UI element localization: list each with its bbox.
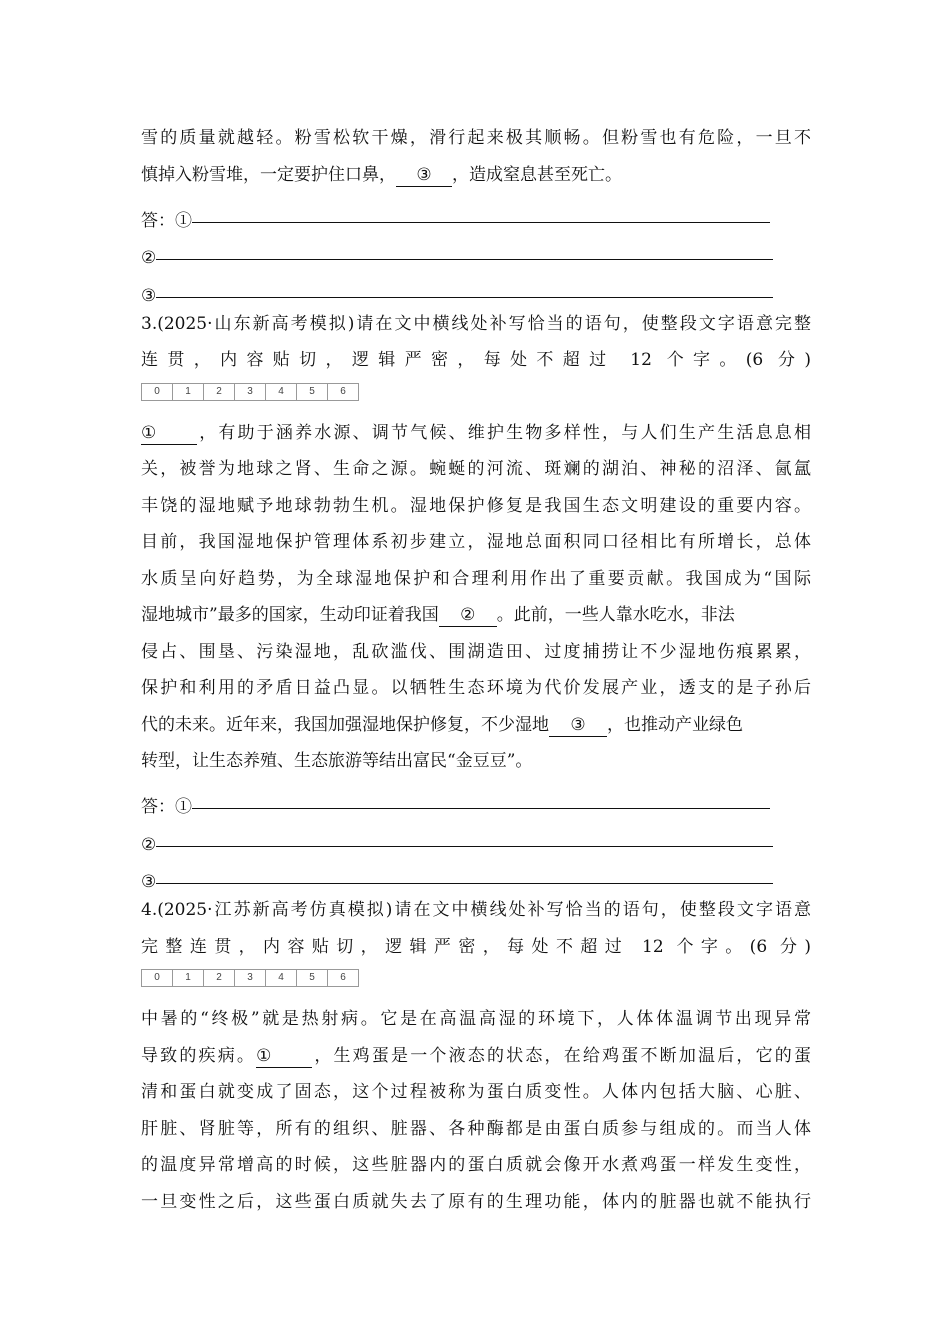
score-cell: 5 xyxy=(296,383,327,401)
score-cell: 1 xyxy=(172,969,203,987)
score-cell: 5 xyxy=(296,969,327,987)
answer-line-2: ② xyxy=(141,817,811,855)
fill-blank-3: ③ xyxy=(396,164,452,187)
question-3-requirement: 连贯，内容贴切，逻辑严密，每处不超过 12 个字。(6 分) xyxy=(141,350,811,370)
passage-line: 关，被誉为地球之肾、生命之源。蜿蜒的河流、斑斓的湖泊、神秘的沼泽、氤氲 xyxy=(141,459,811,479)
intro-line: 慎掉入粉雪堆，一定要护住口鼻， ③ ，造成窒息甚至死亡。 xyxy=(141,164,622,185)
score-cell: 0 xyxy=(141,383,172,401)
passage-line: 中暑的“终极”就是热射病。它是在高温高湿的环境下，人体体温调节出现异常 xyxy=(141,1009,811,1029)
fill-blank-1: ① xyxy=(256,1045,312,1068)
score-cell: 3 xyxy=(234,383,265,401)
passage-line: ① ，有助于涵养水源、调节气候、维护生物多样性，与人们生产生活息息相 xyxy=(141,422,811,443)
passage-line: 肝脏、肾脏等，所有的组织、脏器、各种酶都是由蛋白质参与组成的。而当人体 xyxy=(141,1118,811,1139)
score-cell: 2 xyxy=(203,383,234,401)
score-cell: 1 xyxy=(172,383,203,401)
score-grid xyxy=(141,969,811,989)
score-cell: 6 xyxy=(327,969,359,987)
passage-line: 保护和利用的矛盾日益凸显。以牺牲生态环境为代价发展产业，透支的是子孙后 xyxy=(141,678,811,698)
passage-line: 目前，我国湿地保护管理体系初步建立，湿地总面积同口径相比有所增长，总体 xyxy=(141,532,811,552)
score-grid xyxy=(141,383,811,403)
answer-line-3: ③ xyxy=(141,268,811,306)
answer-line-1: 答：① xyxy=(141,780,811,818)
question-4-header: 4.(2025·江苏新高考仿真模拟)请在文中横线处补写恰当的语句，使整段文字语意 xyxy=(141,900,811,920)
passage-line: 导致的疾病。① ，生鸡蛋是一个液态的状态，在给鸡蛋不断加温后，它的蛋 xyxy=(141,1045,811,1066)
answer-line-1: 答：① xyxy=(141,193,811,231)
fill-blank-1: ① xyxy=(141,422,197,445)
passage-line: 代的未来。近年来，我国加强湿地保护修复，不少湿地 ③ ，也推动产业绿色 xyxy=(141,714,743,735)
passage-line: 的温度异常增高的时候，这些脏器内的蛋白质就会像开水煮鸡蛋一样发生变性， xyxy=(141,1155,811,1175)
passage-line: 清和蛋白就变成了固态，这个过程被称为蛋白质变性。人体内包括大脑、心脏、 xyxy=(141,1082,811,1102)
intro-line: 雪的质量就越轻。粉雪松软干燥，滑行起来极其顺畅。但粉雪也有危险，一旦不 xyxy=(141,128,811,148)
score-cell: 6 xyxy=(327,383,359,401)
document-page xyxy=(141,120,811,1220)
passage-line: 水质呈向好趋势，为全球湿地保护和合理利用作出了重要贡献。我国成为“国际 xyxy=(141,568,811,589)
score-cell: 2 xyxy=(203,969,234,987)
fill-blank-3: ③ xyxy=(549,714,607,737)
passage-line: 湿地城市”最多的国家，生动印证着我国 ② 。此前，一些人靠水吃水，非法 xyxy=(141,605,735,625)
answer-rule xyxy=(156,259,773,260)
passage-line: 一旦变性之后，这些蛋白质就失去了原有的生理功能，体内的脏器也就不能执行 xyxy=(141,1191,811,1212)
score-cell: 0 xyxy=(141,969,172,987)
answer-rule xyxy=(156,846,773,847)
question-3-header: 3.(2025·山东新高考模拟)请在文中横线处补写恰当的语句，使整段文字语意完整 xyxy=(141,313,811,334)
answer-rule xyxy=(192,222,770,223)
score-cell: 4 xyxy=(265,383,296,401)
question-4-requirement: 完整连贯，内容贴切，逻辑严密，每处不超过 12 个字。(6 分) xyxy=(141,936,811,957)
passage-line: 转型，让生态养殖、生态旅游等结出富民“金豆豆”。 xyxy=(141,751,533,771)
answer-rule xyxy=(156,883,773,884)
answer-line-2: ② xyxy=(141,231,811,269)
fill-blank-2: ② xyxy=(439,604,497,627)
passage-line: 侵占、围垦、污染湿地，乱砍滥伐、围湖造田、过度捕捞让不少湿地伤痕累累， xyxy=(141,641,811,662)
score-cell: 3 xyxy=(234,969,265,987)
answer-rule xyxy=(156,297,773,298)
answer-rule xyxy=(192,808,770,809)
score-cell: 4 xyxy=(265,969,296,987)
answer-line-3: ③ xyxy=(141,855,811,893)
passage-line: 丰饶的湿地赋予地球勃勃生机。湿地保护修复是我国生态文明建设的重要内容。 xyxy=(141,495,811,516)
